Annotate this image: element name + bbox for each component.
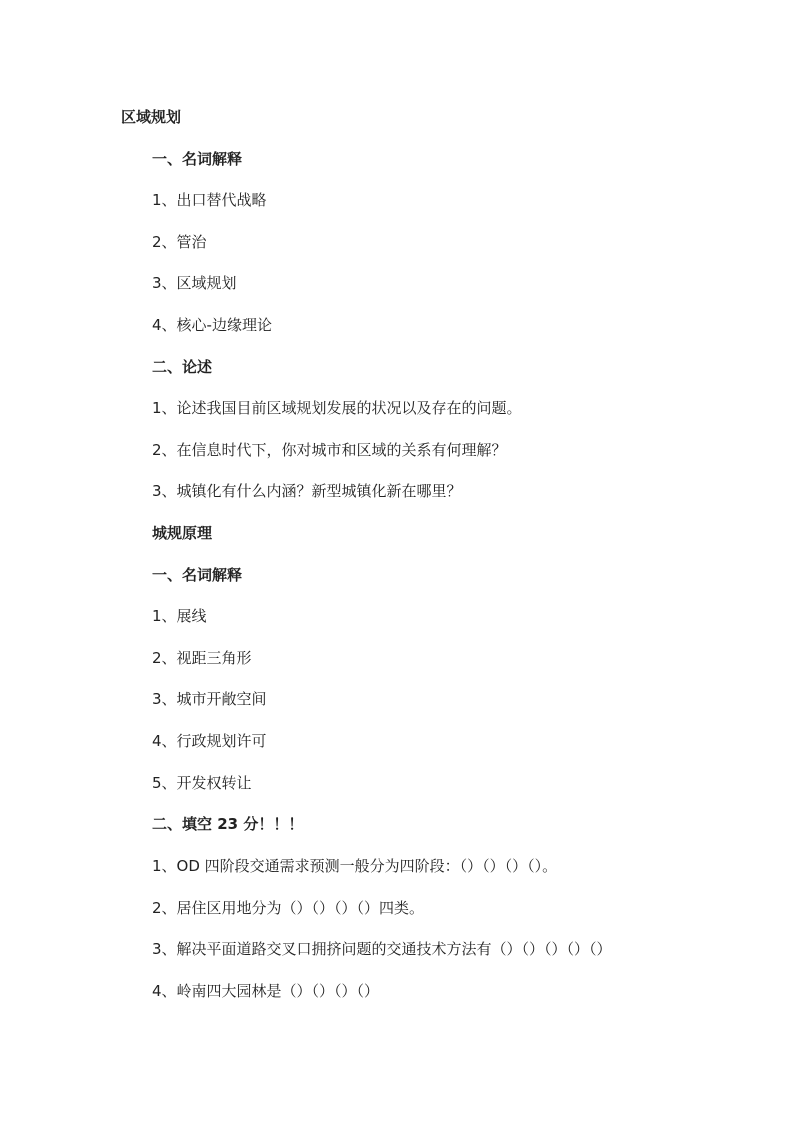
question-item: 5、开发权转让 (152, 774, 252, 792)
heading-fill-in-blank: 二、填空 23 分！！！ (152, 815, 304, 833)
question-item: 4、岭南四大园林是（）（）（）（） (152, 982, 380, 1000)
question-item: 1、展线 (152, 607, 207, 625)
question-item: 3、区域规划 (152, 274, 237, 292)
section-title-regional-planning: 区域规划 (121, 108, 182, 126)
question-item: 4、核心-边缘理论 (152, 316, 272, 334)
section-title-urban-planning-principles: 城规原理 (152, 524, 213, 542)
question-item: 4、行政规划许可 (152, 732, 267, 750)
question-item: 3、城镇化有什么内涵？新型城镇化新在哪里？ (152, 482, 462, 500)
question-item: 1、论述我国目前区域规划发展的状况以及存在的问题。 (152, 399, 522, 417)
question-item: 2、在信息时代下，你对城市和区域的关系有何理解？ (152, 441, 507, 459)
question-item: 1、OD 四阶段交通需求预测一般分为四阶段：（）（）（）（）。 (152, 857, 558, 875)
heading-essay: 二、论述 (152, 358, 213, 376)
question-item: 2、视距三角形 (152, 649, 252, 667)
heading-term-definitions: 一、名词解释 (152, 150, 243, 168)
question-item: 3、解决平面道路交叉口拥挤问题的交通技术方法有（）（）（）（）（） (152, 940, 612, 958)
question-item: 2、居住区用地分为（）（）（）（）四类。 (152, 899, 425, 917)
question-item: 2、管治 (152, 233, 207, 251)
question-item: 1、出口替代战略 (152, 191, 267, 209)
heading-term-definitions: 一、名词解释 (152, 566, 243, 584)
question-item: 3、城市开敞空间 (152, 690, 267, 708)
